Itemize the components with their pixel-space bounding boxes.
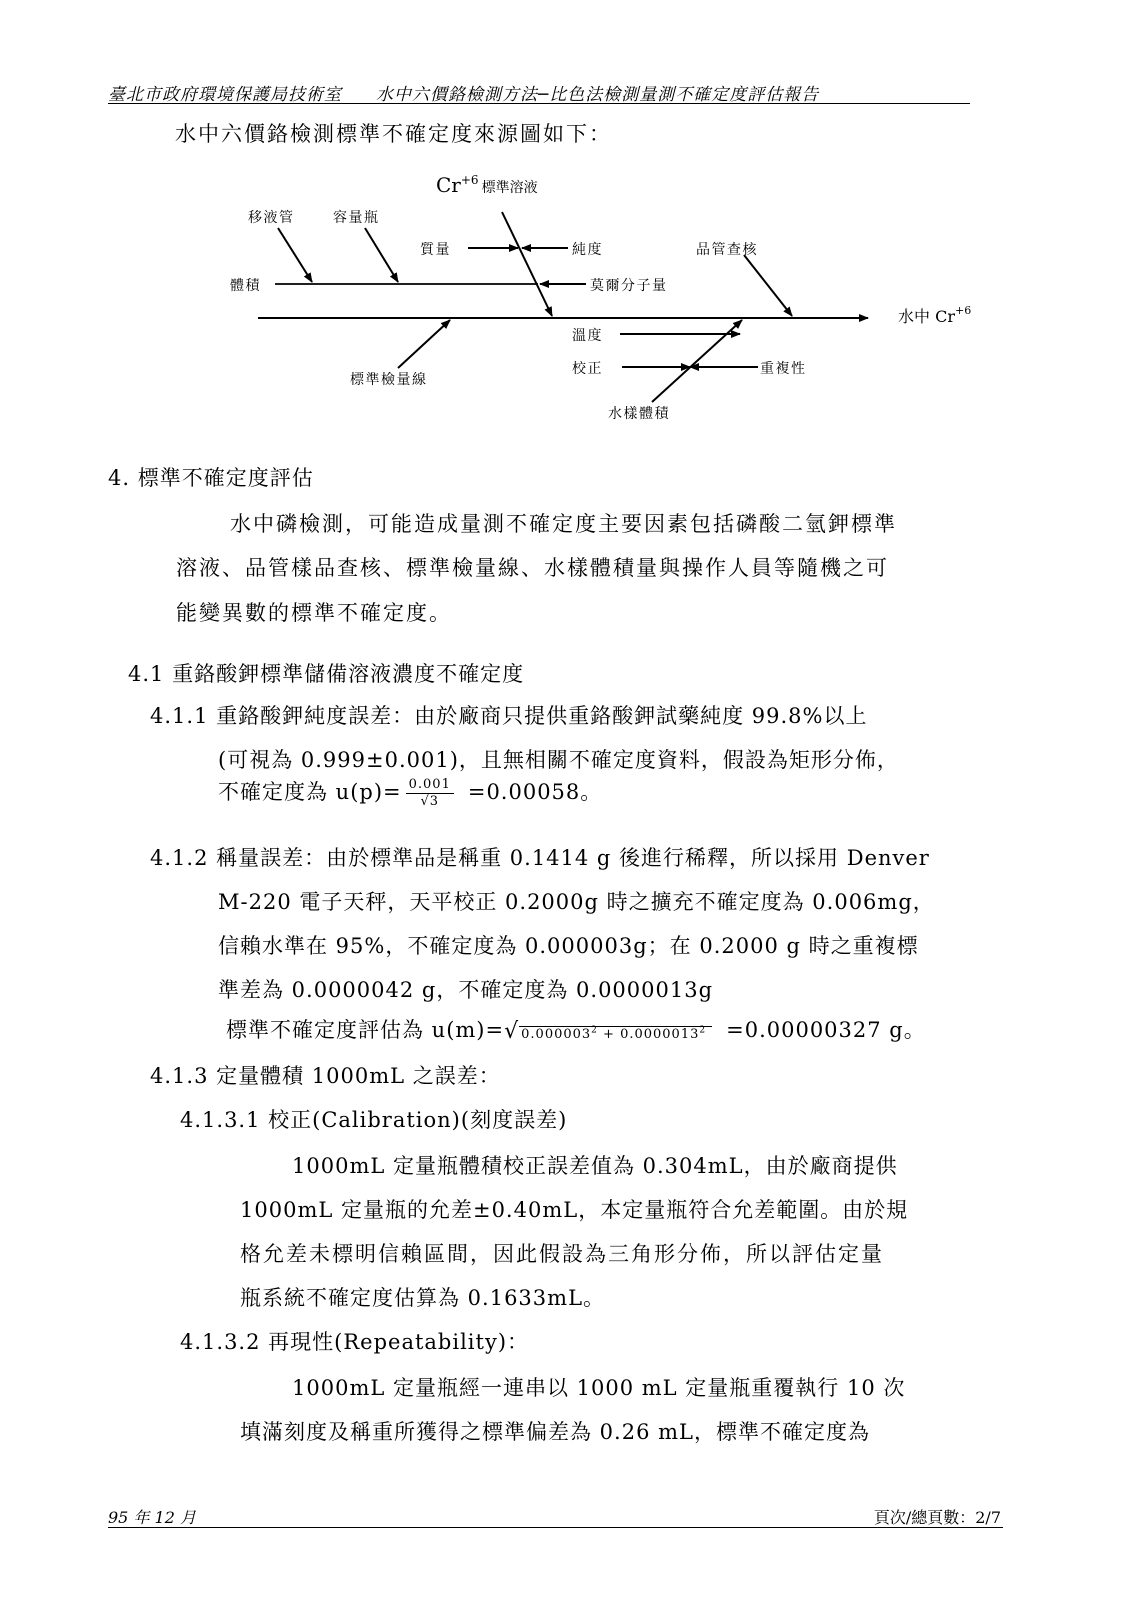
flask-label: 容量瓶 <box>333 210 380 226</box>
frac-numerator: 0.001 <box>406 778 454 794</box>
header-org: 臺北市政府環境保護局技術室 <box>108 85 342 105</box>
intro-text: 水中六價鉻檢測標準不確定度來源圖如下： <box>175 122 612 146</box>
purity-label: 純度 <box>572 242 603 258</box>
molar-mass-label: 莫爾分子量 <box>590 278 668 294</box>
sample-volume-branch <box>652 320 742 402</box>
section-4-para-line-1: 水中磷檢測，可能造成量測不確定度主要因素包括磷酸二氫鉀標準 <box>230 512 897 536</box>
fishbone-diagram <box>0 160 1131 450</box>
sqrt-exp-a: 2 <box>591 1025 598 1036</box>
section-4-1-2-eval <box>226 1014 926 1044</box>
temperature-label: 溫度 <box>572 328 603 344</box>
um-prefix: 標準不確定度評估為 u(m)= <box>226 1018 505 1042</box>
sqrt-body <box>519 1026 712 1042</box>
repeatability-label: 重複性 <box>760 361 807 377</box>
result-label <box>898 304 971 326</box>
sqrt-term-a: 0.000003 <box>521 1027 592 1042</box>
result-charge: +6 <box>954 304 972 317</box>
cr-symbol: Cr <box>436 173 461 197</box>
section-4-1-3-1-heading: 4.1.3.1 校正(Calibration)(刻度誤差) <box>180 1108 568 1132</box>
footer-page-label: 頁次/總頁數： <box>873 1508 976 1527</box>
section-4-1-3-2-line-1: 1000mL 定量瓶經一連串以 1000 mL 定量瓶重覆執行 10 次 <box>292 1376 906 1400</box>
pipette-arrow <box>278 228 312 282</box>
section-4-para-line-3: 能變異數的標準不確定度。 <box>176 601 452 625</box>
flask-arrow <box>365 228 398 282</box>
mass-label: 質量 <box>420 242 451 258</box>
um-sqrt <box>504 1019 712 1044</box>
page-header <box>108 80 819 105</box>
section-4-1-3-2-line-2: 填滿刻度及稱重所獲得之標準偏差為 0.26 mL，標準不確定度為 <box>240 1420 870 1444</box>
section-4-1-3-2-heading: 4.1.3.2 再現性(Repeatability)： <box>180 1330 530 1354</box>
footer-date: 95 年 12 月 <box>108 1508 196 1527</box>
sqrt-exp-b: 2 <box>699 1025 707 1036</box>
section-4-heading: 4. 標準不確定度評估 <box>108 466 314 490</box>
section-4-1-2-line-3: 信賴水準在 95%，不確定度為 0.000003g；在 0.2000 g 時之重複標 <box>218 934 919 958</box>
section-4-1-2-line-2: M-220 電子天秤，天平校正 0.2000g 時之擴充不確定度為 0.006mg， <box>218 890 935 914</box>
sqrt-radical: √ <box>504 1019 520 1044</box>
frac-denominator-value: 3 <box>429 794 440 809</box>
section-4-1-3-1-line-4: 瓶系統不確定度估算為 0.1633mL。 <box>240 1286 606 1310</box>
up-suffix: =0.00058。 <box>467 780 603 804</box>
footer-page <box>874 1505 1001 1528</box>
footer-rule <box>108 1527 1003 1528</box>
header-rule <box>108 103 970 104</box>
volume-label: 體積 <box>230 278 261 294</box>
section-4-1-3-1-line-3: 格允差未標明信賴區間，因此假設為三角形分佈，所以評估定量 <box>240 1242 884 1266</box>
section-4-1-1-line-2: (可視為 0.999±0.001)，且無相關不確定度資料，假設為矩形分佈， <box>218 748 899 772</box>
qc-label: 品管查核 <box>696 242 758 258</box>
calibration-curve-label: 標準檢量線 <box>350 372 428 388</box>
section-4-1-2-heading: 4.1.2 稱量誤差：由於標準品是稱重 0.1414 g 後進行稀釋，所以採用 Denver <box>150 846 930 870</box>
standard-solution-label: 標準溶液 <box>481 180 538 196</box>
frac-denominator: √3 <box>420 794 440 809</box>
footer-page-value: 2/7 <box>975 1508 1001 1527</box>
up-prefix: 不確定度為 u(p)= <box>218 780 402 804</box>
section-4-1-3-1-line-2: 1000mL 定量瓶的允差±0.40mL，本定量瓶符合允差範圍。由於規 <box>240 1198 909 1222</box>
section-4-1-heading: 4.1 重鉻酸鉀標準儲備溶液濃度不確定度 <box>128 662 525 686</box>
cr6-standard-label <box>436 173 538 197</box>
cr-charge: +6 <box>460 173 479 187</box>
section-4-1-3-heading: 4.1.3 定量體積 1000mL 之誤差： <box>150 1064 501 1088</box>
pipette-label: 移液管 <box>248 210 295 226</box>
sample-volume-label: 水樣體積 <box>608 406 670 422</box>
um-suffix: =0.00000327 g。 <box>726 1018 926 1042</box>
calibration-label: 校正 <box>572 361 603 377</box>
qc-arrow <box>744 255 792 316</box>
header-title: 水中六價鉻檢測方法─比色法檢測量測不確定度評估報告 <box>376 85 820 105</box>
section-4-1-2-line-4: 準差為 0.0000042 g，不確定度為 0.0000013g <box>218 978 714 1002</box>
calibration-curve-arrow <box>398 320 450 368</box>
result-prefix: 水中 Cr <box>898 307 955 326</box>
up-fraction <box>406 778 454 810</box>
section-4-1-1-line-3 <box>218 776 602 809</box>
section-4-1-1-heading: 4.1.1 重鉻酸鉀純度誤差：由於廠商只提供重鉻酸鉀試藥純度 99.8%以上 <box>150 704 868 728</box>
section-4-para-line-2: 溶液、品管樣品查核、標準檢量線、水樣體積量與操作人員等隨機之可 <box>176 556 889 580</box>
sqrt-term-b: + 0.0000013 <box>603 1027 700 1042</box>
standard-solution-branch <box>502 212 552 316</box>
section-4-1-3-1-line-1: 1000mL 定量瓶體積校正誤差值為 0.304mL，由於廠商提供 <box>292 1154 898 1178</box>
